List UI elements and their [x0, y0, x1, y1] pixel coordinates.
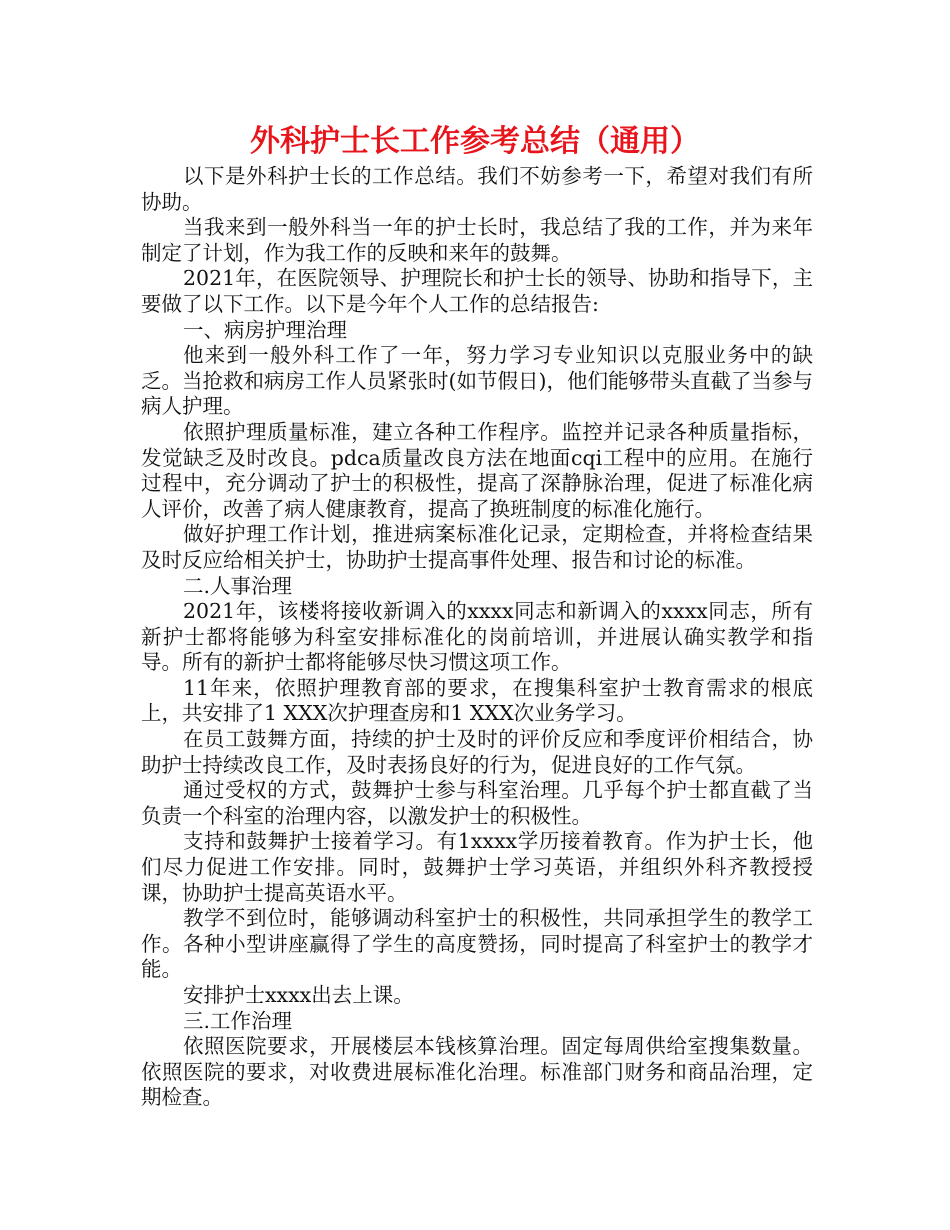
document-body — [141, 164, 813, 1111]
paragraph: 依照护理质量标准，建立各种工作程序。监控并记录各种质量指标，发觉缺乏及时改良。pdca质量改良方法在地面cqi工程中的应用。在施行过程中，充分调动了护士的积极性，提高了深静脉治理，促进了标准化病人评价，改善了病人健康教育，提高了换班制度的标准化施行。 — [141, 419, 813, 521]
paragraph: 支持和鼓舞护士接着学习。有1xxxx学历接着教育。作为护士长，他们尽力促进工作安排。同时，鼓舞护士学习英语，并组织外科齐教授授课，协助护士提高英语水平。 — [141, 829, 813, 905]
paragraph: 安排护士xxxx出去上课。 — [183, 983, 414, 1007]
paragraph: 当我来到一般外科当一年的护士长时，我总结了我的工作，并为来年制定了计划，作为我工作的反映和来年的鼓舞。 — [141, 215, 813, 265]
paragraph-intro: 以下是外科护士长的工作总结。我们不妨参考一下，希望对我们有所协助。 — [141, 164, 813, 214]
section-heading-work-management: 三.工作治理 — [183, 1008, 293, 1033]
paragraph: 他来到一般外科工作了一年，努力学习专业知识以克服业务中的缺乏。当抢救和病房工作人员紧张时(如节假日)，他们能够带头直截了当参与病人护理。 — [141, 343, 813, 419]
paragraph: 依照医院要求，开展楼层本钱核算治理。固定每周供给室搜集数量。依照医院的要求，对收费进展标准化治理。标准部门财务和商品治理，定期检查。 — [141, 1034, 813, 1110]
paragraph: 做好护理工作计划，推进病案标准化记录，定期检查，并将检查结果及时反应给相关护士，协助护士提高事件处理、报告和讨论的标准。 — [141, 522, 813, 572]
paragraph: 11年来，依照护理教育部的要求，在搜集科室护士教育需求的根底上，共安排了1 XXX次护理查房和1 XXX次业务学习。 — [141, 675, 813, 726]
paragraph: 在员工鼓舞方面，持续的护士及时的评价反应和季度评价相结合，协助护士持续改良工作，及时表扬良好的行为，促进良好的工作气氛。 — [141, 727, 813, 777]
section-heading-ward-management: 一、病房护理治理 — [183, 317, 347, 342]
document-title: 外科护士长工作参考总结（通用） — [250, 124, 700, 159]
paragraph: 2021年，该楼将接收新调入的xxxx同志和新调入的xxxx同志，所有新护士都将能够为科室安排标准化的岗前培训，并进展认确实教学和指导。所有的新护士都将能够尽快习惯这项工作。 — [141, 599, 813, 675]
paragraph: 2021年，在医院领导、护理院长和护士长的领导、协助和指导下，主要做了以下工作。以下是今年个人工作的总结报告: — [141, 266, 813, 316]
paragraph: 通过受权的方式，鼓舞护士参与科室治理。几乎每个护士都直截了当负责一个科室的治理内容，以激发护士的积极性。 — [141, 778, 813, 828]
section-heading-personnel-management: 二.人事治理 — [183, 573, 293, 598]
paragraph: 教学不到位时，能够调动科室护士的积极性，共同承担学生的教学工作。各种小型讲座赢得了学生的高度赞扬，同时提高了科室护士的教学才能。 — [141, 906, 813, 982]
